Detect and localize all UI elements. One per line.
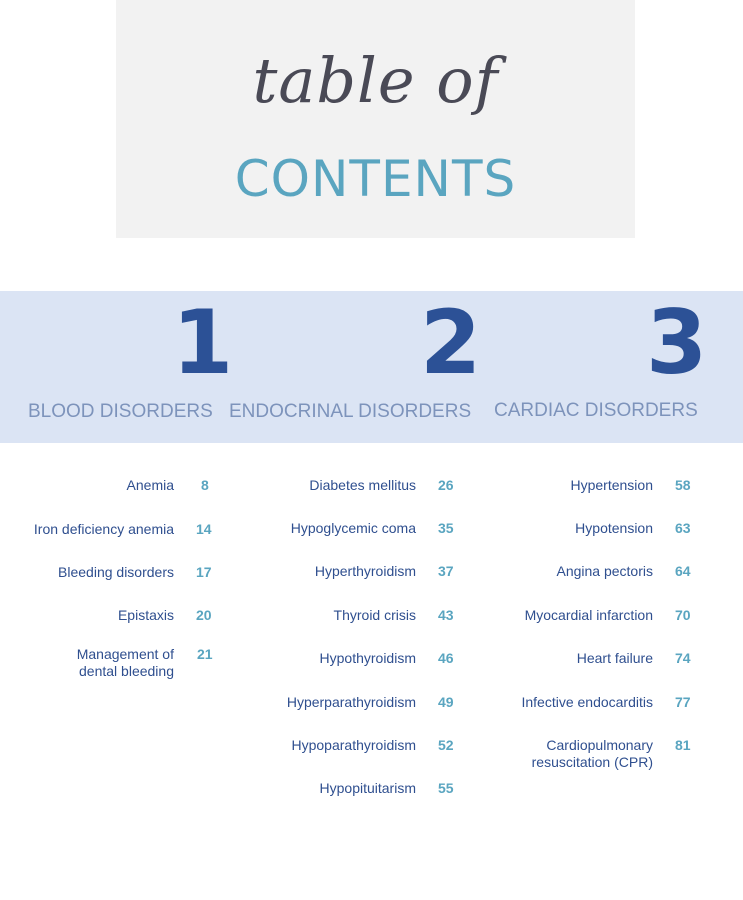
toc-entry-page: 70 — [675, 607, 691, 623]
title-main: CONTENTS — [234, 150, 517, 208]
toc-entry-label: Management of dental bleeding — [76, 646, 174, 679]
toc-entry-label: Infective endocarditis — [521, 694, 653, 710]
toc-entry-page: 20 — [196, 607, 212, 623]
toc-entry-page: 37 — [438, 563, 454, 579]
title-script: table of — [252, 44, 499, 117]
toc-entry-label: Epistaxis — [117, 607, 174, 623]
toc-entry-label: Hypothyroidism — [319, 650, 416, 666]
toc-entry-label: Heart failure — [576, 650, 653, 666]
toc-entry-label: Hypertension — [570, 477, 653, 493]
toc-entry-page: 63 — [675, 520, 691, 536]
section-3-title: CARDIAC DISORDERS — [494, 400, 698, 421]
section-3-number: 3 — [646, 291, 708, 394]
toc-entry-label: Cardiopulmonary resuscitation (CPR) — [531, 737, 653, 770]
toc-entry-page: 81 — [675, 737, 691, 753]
toc-entry-label: Iron deficiency anemia — [33, 521, 174, 537]
toc-entry-page: 35 — [438, 520, 454, 536]
toc-entry-page: 55 — [438, 780, 454, 796]
toc-entry-page: 46 — [438, 650, 454, 666]
toc-entry-page: 52 — [438, 737, 454, 753]
toc-entry-page: 14 — [196, 521, 212, 537]
toc-entry-label: Angina pectoris — [556, 563, 653, 579]
toc-entry-page: 58 — [675, 477, 691, 493]
toc-entry-page: 49 — [438, 694, 454, 710]
toc-entry-page: 43 — [438, 607, 454, 623]
toc-entry-label: Hyperparathyroidism — [286, 694, 416, 710]
toc-entry-page: 21 — [197, 646, 213, 662]
section-2-number: 2 — [420, 291, 482, 394]
toc-entry-page: 74 — [675, 650, 691, 666]
toc-entry-label: Hyperthyroidism — [314, 563, 416, 579]
toc-entry-label: Bleeding disorders — [58, 564, 174, 580]
toc-entry-label: Diabetes mellitus — [309, 477, 416, 493]
section-1-number: 1 — [172, 291, 234, 394]
toc-entry-page: 8 — [201, 477, 209, 493]
toc-entry-page: 64 — [675, 563, 691, 579]
toc-entry-label: Hypoglycemic coma — [290, 520, 416, 536]
toc-entry-label: Anemia — [126, 477, 174, 493]
toc-entry-label: Myocardial infarction — [524, 607, 653, 623]
section-2-title: ENDOCRINAL DISORDERS — [229, 401, 472, 422]
toc-entry-label: Hypoparathyroidism — [291, 737, 416, 753]
toc-entry-page: 26 — [438, 477, 454, 493]
toc-entry-label: Hypopituitarism — [319, 780, 416, 796]
toc-entry-page: 17 — [196, 564, 212, 580]
toc-entry-label: Thyroid crisis — [333, 607, 416, 623]
toc-entry-page: 77 — [675, 694, 691, 710]
toc-entry-label: Hypotension — [575, 520, 653, 536]
section-1-title: BLOOD DISORDERS — [28, 401, 213, 422]
title-box — [116, 0, 635, 238]
